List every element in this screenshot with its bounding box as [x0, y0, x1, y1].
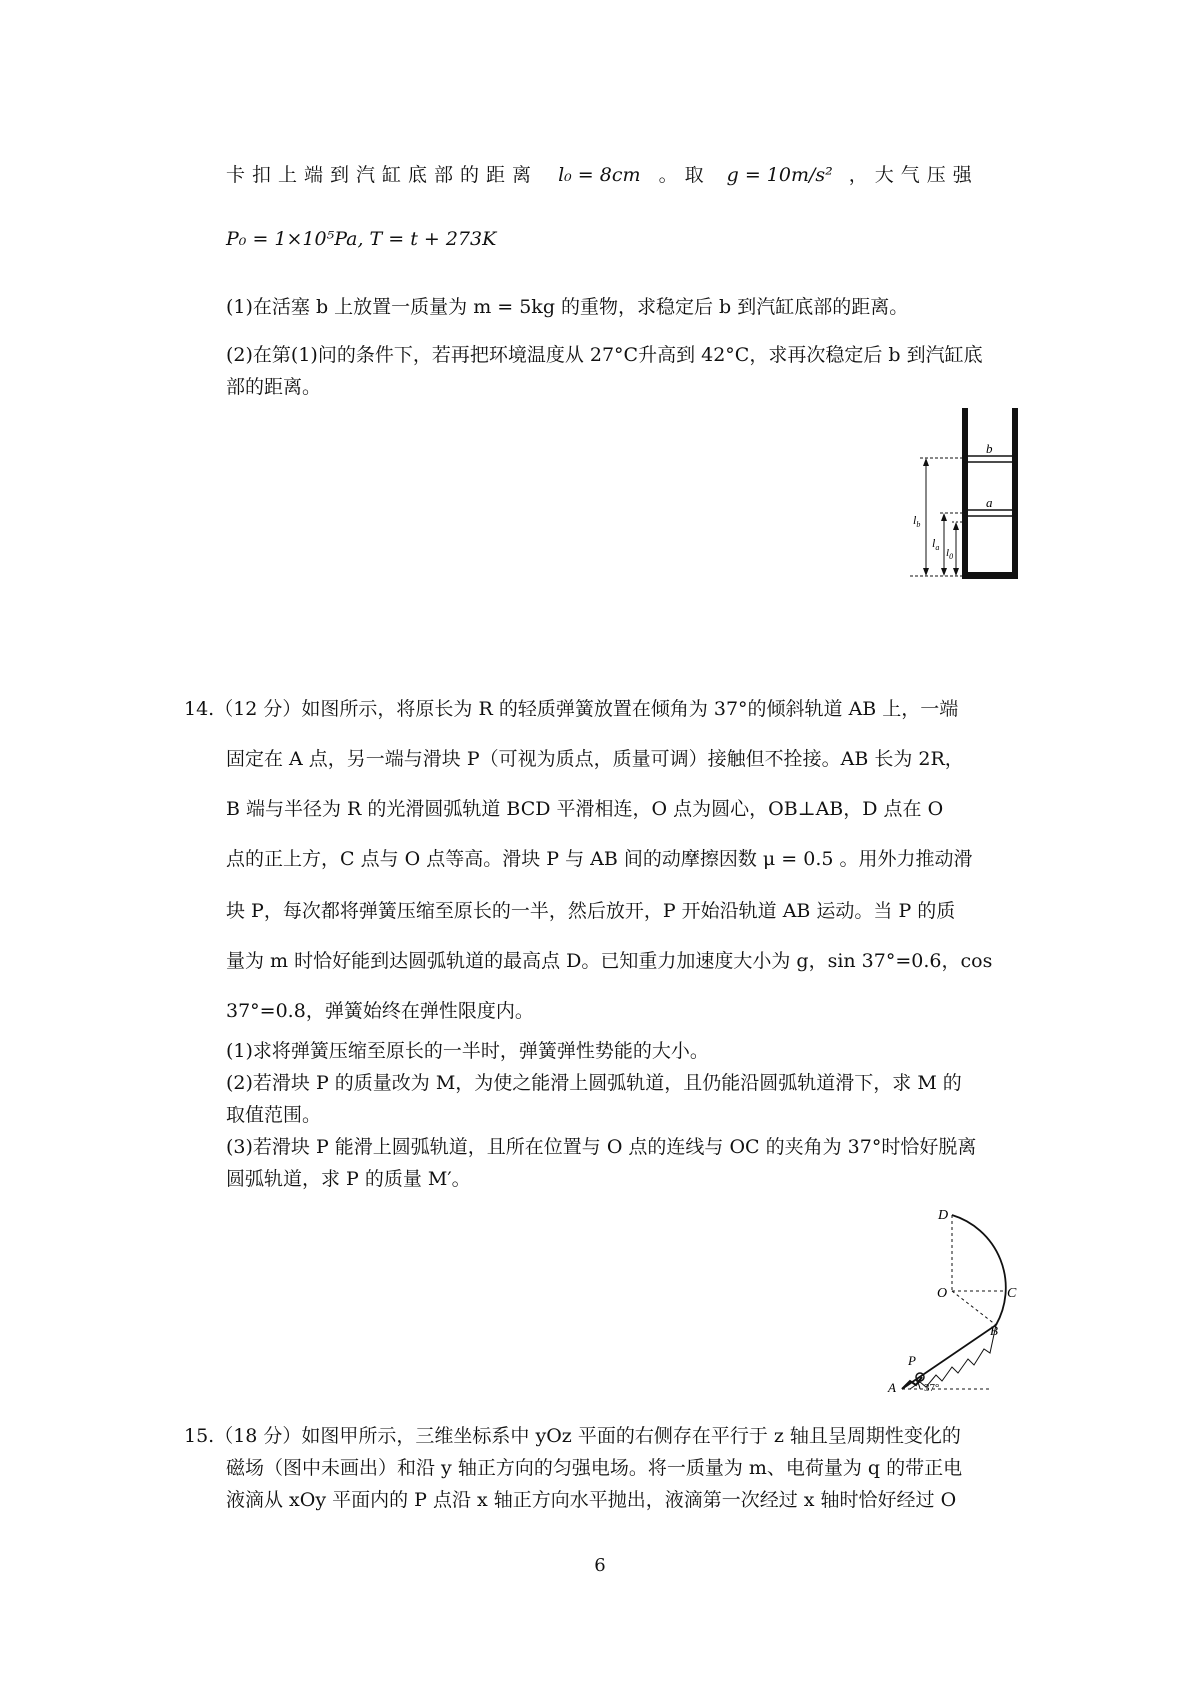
- q13-part2-a: (2)在第(1)问的条件下，若再把环境温度从 27°C升高到 42°C，求再次稳定后 b 到汽缸底: [226, 344, 983, 366]
- dash-OB: [952, 1291, 996, 1325]
- q14-line4: 点的正上方，C 点与 O 点等高。滑块 P 与 AB 间的动摩擦因数 μ = 0.5 。用外力推动滑: [226, 848, 973, 870]
- q14-part3-a: (3)若滑块 P 能滑上圆弧轨道，且所在位置与 O 点的连线与 OC 的夹角为 37°时恰好脱离: [226, 1136, 977, 1158]
- label-b: b: [986, 441, 993, 456]
- label-B: B: [990, 1323, 998, 1338]
- page-number: 6: [594, 1555, 606, 1576]
- q13-line1-g: g = 10m/s²: [726, 164, 833, 186]
- q14-part2-b: 取值范围。: [226, 1104, 322, 1126]
- label-l0: $l_0$: [946, 547, 954, 561]
- label-C: C: [1007, 1286, 1017, 1301]
- q14-line2: 固定在 A 点，另一端与滑块 P（可视为质点，质量可调）接触但不拴接。AB 长为 2R，: [226, 748, 964, 770]
- q15-line3: 液滴从 xOy 平面内的 P 点沿 x 轴正方向水平抛出，液滴第一次经过 x 轴时恰好经过 O: [226, 1489, 957, 1511]
- q14-part1: (1)求将弹簧压缩至原长的一半时，弹簧弹性势能的大小。: [226, 1040, 709, 1062]
- q13-line1-text-b: 。取: [658, 164, 711, 186]
- track-figure: [880, 1195, 1030, 1405]
- q15-line1: 15.（18 分）如图甲所示，三维坐标系中 yOz 平面的右侧存在平行于 z 轴且呈周期性变化的: [184, 1425, 961, 1447]
- label-a: a: [986, 495, 993, 510]
- q14-line5: 块 P，每次都将弹簧压缩至原长的一半，然后放开，P 开始沿轨道 AB 运动。当 P 的质: [226, 900, 956, 922]
- label-angle: 37°: [924, 1382, 940, 1394]
- cylinder-right-wall: [1012, 408, 1018, 578]
- q14-line6: 量为 m 时恰好能到达圆弧轨道的最高点 D。已知重力加速度大小为 g，sin 37°=0.6，cos: [226, 950, 993, 972]
- q13-line1-text-c: ，大气压强: [848, 164, 979, 186]
- q13-line2: P₀ = 1×10⁵Pa, T = t + 273K: [226, 228, 497, 250]
- q14-part2-a: (2)若滑块 P 的质量改为 M，为使之能滑上圆弧轨道，且仍能沿圆弧轨道滑下，求 M 的: [226, 1072, 962, 1094]
- cylinder-left-wall: [962, 408, 968, 578]
- label-lb: $l_b$: [913, 513, 921, 529]
- cylinder-figure: [880, 400, 1040, 590]
- q15-line2: 磁场（图中未画出）和沿 y 轴正方向的匀强电场。将一质量为 m、电荷量为 q 的带正电: [226, 1457, 963, 1479]
- q14-line1: 14.（12 分）如图所示，将原长为 R 的轻质弹簧放置在倾角为 37°的倾斜轨道 AB 上，一端: [184, 698, 959, 720]
- q14-line7: 37°=0.8，弹簧始终在弹性限度内。: [226, 1000, 534, 1022]
- q13-line1: [226, 160, 1026, 191]
- q13-line1-text-a: 卡扣上端到汽缸底部的距离: [226, 164, 539, 186]
- q13-part1: (1)在活塞 b 上放置一质量为 m = 5kg 的重物，求稳定后 b 到汽缸底部的距离。: [226, 296, 909, 318]
- cylinder-bottom: [962, 572, 1018, 579]
- q13-line1-l0: l₀ = 8cm: [558, 164, 641, 186]
- q14-line3: B 端与半径为 R 的光滑圆弧轨道 BCD 平滑相连，O 点为圆心，OB⊥AB，D 点在 O: [226, 798, 944, 820]
- q13-part2-b: 部的距离。: [226, 376, 322, 398]
- label-P: P: [908, 1353, 916, 1368]
- q14-part3-b: 圆弧轨道，求 P 的质量 M′。: [226, 1168, 471, 1190]
- label-D: D: [938, 1208, 949, 1223]
- arc-track-BCD: [952, 1215, 1006, 1325]
- label-la: $l_a$: [932, 536, 940, 552]
- label-A: A: [888, 1380, 896, 1395]
- label-O: O: [937, 1286, 948, 1301]
